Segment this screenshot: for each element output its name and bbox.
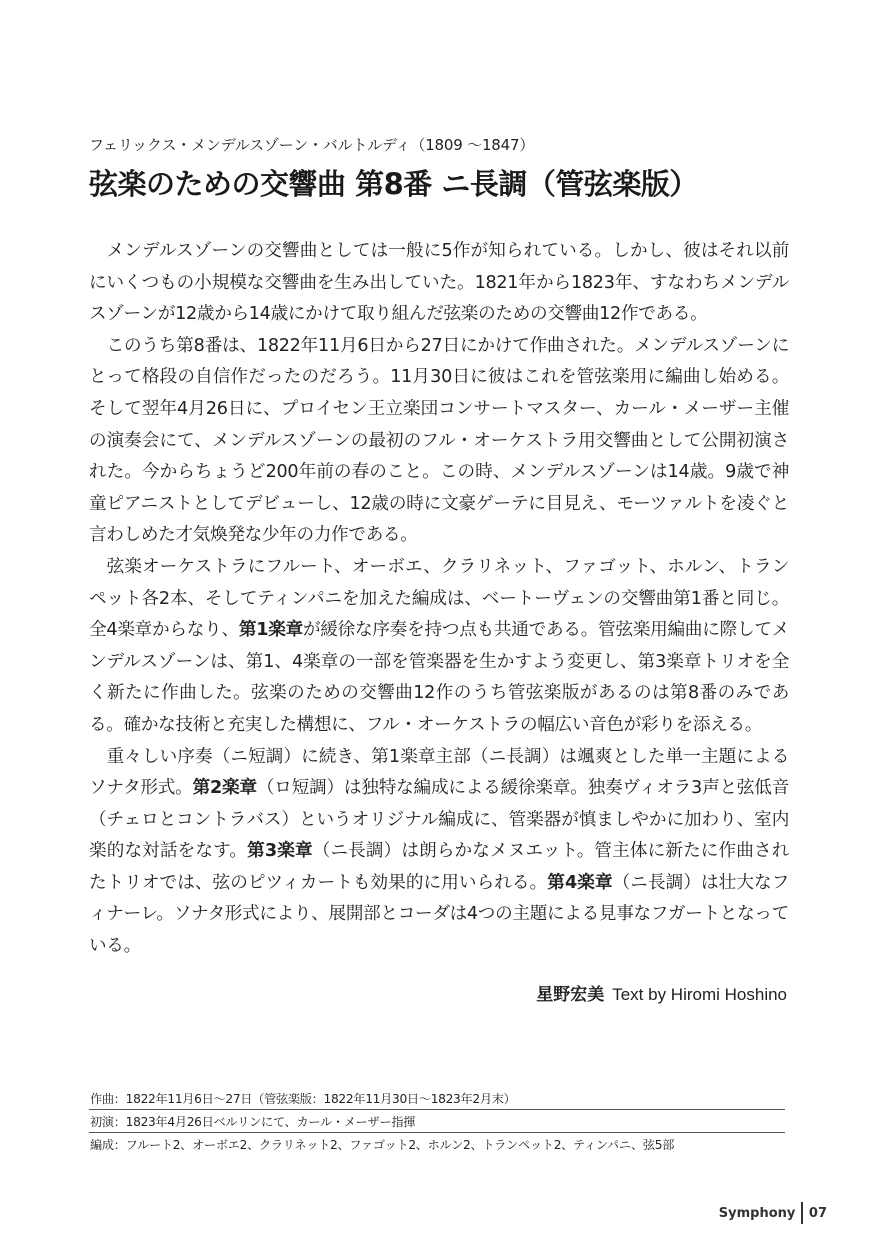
- footer-divider: [801, 1202, 803, 1224]
- paragraph-4-text: 重々しい序奏（ニ短調）に続き、第1楽章主部（ニ長調）は颯爽とした単一主題によるソナタ形式。: [89, 746, 789, 799]
- author-name-en: Text by Hiromi Hoshino: [612, 985, 787, 1004]
- paragraph-3-text: 弦楽オーケストラにフルート、オーボエ、クラリネット、ファゴット、ホルン、トランペット各2本、そしてティンパニを加えた編成は、ベートーヴェンの交響曲第1番と同じ。全4楽章からなり、: [89, 556, 789, 641]
- info-composed: 作曲：1822年11月6日〜27日（管弦楽版：1822年11月30日〜1823年2月末）: [89, 1089, 785, 1110]
- page-title: 弦楽のための交響曲 第8番 ニ長調（管弦楽版）: [89, 167, 698, 201]
- author-credit: [536, 982, 787, 1008]
- work-info-table: [89, 1089, 785, 1157]
- composer-name: フェリックス・メンデルスゾーン・バルトルディ（1809 〜1847）: [89, 136, 535, 154]
- movement-4-label: 第4楽章: [547, 872, 613, 893]
- paragraph-4: [89, 742, 789, 963]
- info-premiere: 初演：1823年4月26日ベルリンにて、カール・メーザー指揮: [89, 1112, 785, 1133]
- paragraph-4-text: （ニ長調）は朗らかなメヌエット。管主体に新たに作曲されたトリオでは、弦のピツィカートも効果的に用いられる。: [89, 841, 789, 893]
- movement-1-label: 第1楽章: [238, 620, 303, 641]
- paragraph-2: このうち第8番は、1822年11月6日から27日にかけて作曲された。メンデルスゾーンにとって格段の自信作だったのだろう。11月30日に彼はこれを管弦楽用に編曲し始める。そして翌年4月26日に、プロイセン王立楽団コンサートマスター、カール・メーザー主催の演奏会にて、メンデルスゾーンの最初のフル・オーケストラ用交響曲として公開初演された。今からちょうど200年前の春のこと。この時、メンデルスゾーンは14歳。9歳で神童ピアニストとしてデビューし、12歳の時に文豪ゲーテに目見え、モーツァルトを凌ぐと言わしめた才気煥発な少年の力作である。: [89, 335, 789, 546]
- paragraph-4-text: （ロ短調）は独特な編成による緩徐楽章。独奏ヴィオラ3声と弦低音（チェロとコントラバス）というオリジナル編成に、管楽器が慎ましやかに加わり、室内楽的な対話をなす。: [89, 778, 789, 862]
- paragraph-1: メンデルスゾーンの交響曲としては一般に5作が知られている。しかし、彼はそれ以前にいくつもの小規模な交響曲を生み出していた。1821年から1823年、すなわちメンデルスゾーンが12歳から14歳にかけて取り組んだ弦楽のための交響曲12作である。: [89, 241, 789, 325]
- page-footer: [719, 1202, 827, 1224]
- movement-3-label: 第3楽章: [247, 841, 313, 862]
- paragraph-3-text: が緩徐な序奏を持つ点も共通である。管弦楽用編曲に際してメンデルスゾーンは、第1、4楽章の一部を管楽器を生かすよう変更し、第3楽章トリオを全く新たに作曲した。弦楽のための交響曲12作のうち管弦楽版があるのは第8番のみである。確かな技術と充実した構想に、フル・オーケストラの幅広い音色が彩りを添える。: [89, 620, 789, 735]
- paragraph-4-text: （ニ長調）は壮大なフィナーレ。ソナタ形式により、展開部とコーダは4つの主題による見事なフガートとなっている。: [89, 872, 789, 957]
- article-body: [89, 236, 789, 963]
- paragraph-3: [89, 552, 789, 742]
- publication-name: Symphony: [718, 1205, 796, 1221]
- movement-2-label: 第2楽章: [192, 778, 257, 799]
- info-instrumentation: 編成：フルート2、オーボエ2、クラリネット2、ファゴット2、ホルン2、トランペット2、ティンパニ、弦5部: [90, 1138, 675, 1152]
- page-number: 07: [808, 1205, 827, 1221]
- author-name-jp: 星野宏美: [536, 985, 605, 1005]
